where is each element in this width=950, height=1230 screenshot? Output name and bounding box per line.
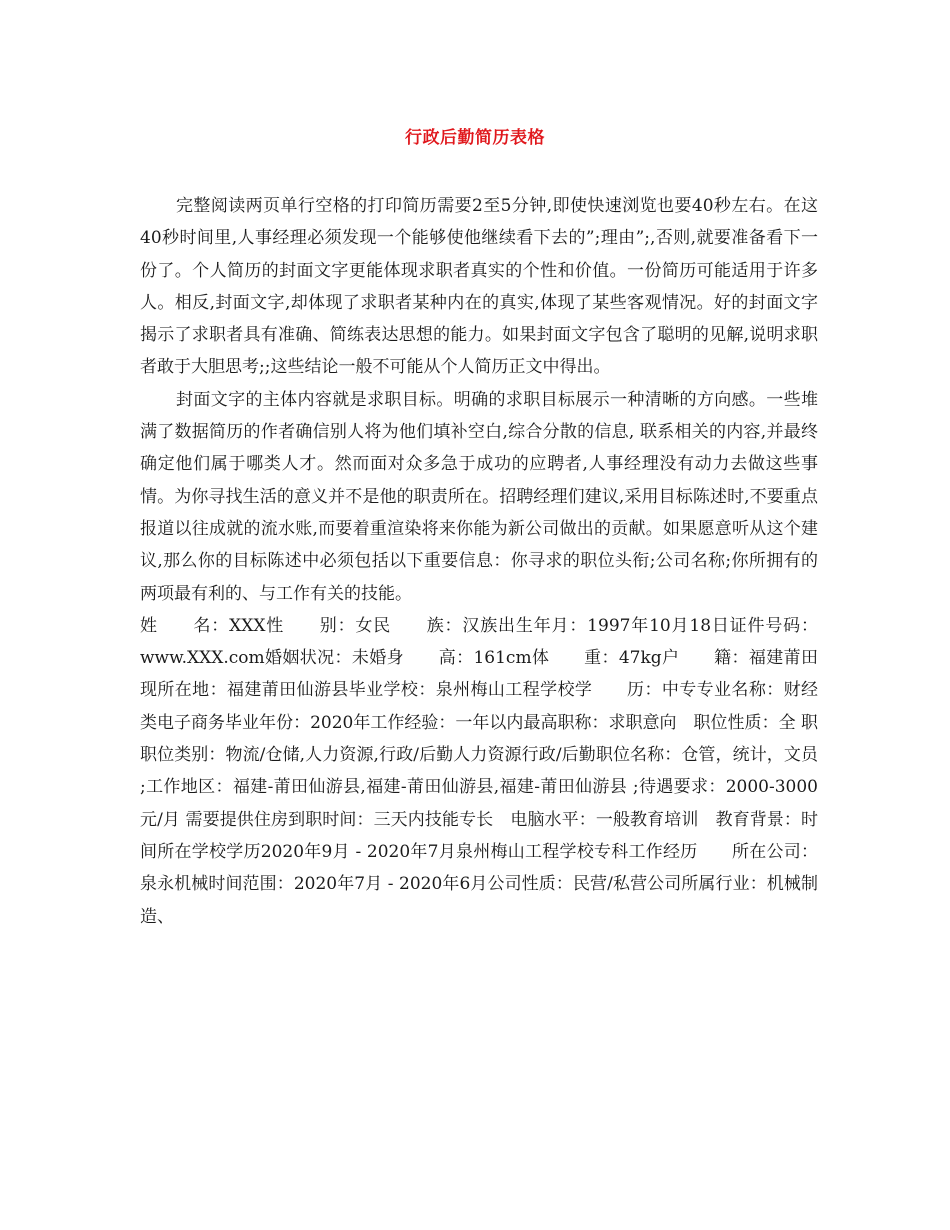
document-body: [140, 190, 818, 933]
resume-details-paragraph: 姓 名：XXX性 别：女民 族：汉族出生年月：1997年10月18日证件号码：www.XXX.com婚姻状况：未婚身 高：161cm体 重：47kg户 籍：福建莆田现所在地：福建莆田仙游县毕业学校：泉州梅山工程学校学 历：中专专业名称：财经类电子商务毕业年份：2020年工作经验：一年以内最高职称：求职意向 职位性质：全 职职位类别：物流/仓储,人力资源,行政/后勤人力资源行政/后勤职位名称：仓管，统计，文员 ;工作地区：福建-莆田仙游县,福建-莆田仙游县,福建-莆田仙游县 ;待遇要求：2000-3000元/月 需要提供住房到职时间：三天内技能专长 电脑水平：一般教育培训 教育背景：时间所在学校学历2020年9月 - 2020年7月泉州梅山工程学校专科工作经历 所在公司：泉永机械时间范围：2020年7月 - 2020年6月公司性质：民营/私营公司所属行业：机械制造、: [140, 615, 818, 927]
intro-paragraph: 完整阅读两页单行空格的打印简历需要2至5分钟,即使快速浏览也要40秒左右。在这40秒时间里,人事经理必须发现一个能够使他继续看下去的”;理由”;,否则,就要准备看下一份了。个人简历的封面文字更能体现求职者真实的个性和价值。一份简历可能适用于许多人。相反,封面文字,却体现了求职者某种内在的真实,体现了某些客观情况。好的封面文字揭示了求职者具有准确、简练表达思想的能力。如果封面文字包含了聪明的见解,说明求职者敢于大胆思考;;这些结论一般不可能从个人简历正文中得出。: [140, 196, 818, 378]
document-title: 行政后勤简历表格: [405, 128, 545, 148]
objective-paragraph: 封面文字的主体内容就是求职目标。明确的求职目标展示一种清晰的方向感。一些堆满了数据简历的作者确信别人将为他们填补空白,综合分散的信息, 联系相关的内容,并最终确定他们属于哪类人才。然而面对众多急于成功的应聘者,人事经理没有动力去做这些事情。为你寻找生活的意义并不是他的职责所在。招聘经理们建议,采用目标陈述时,不要重点报道以往成就的流水账,而要着重渲染将来你能为新公司做出的贡献。如果愿意听从这个建议,那么你的目标陈述中必须包括以下重要信息：你寻求的职位头衔;公司名称;你所拥有的两项最有利的、与工作有关的技能。: [140, 389, 818, 604]
